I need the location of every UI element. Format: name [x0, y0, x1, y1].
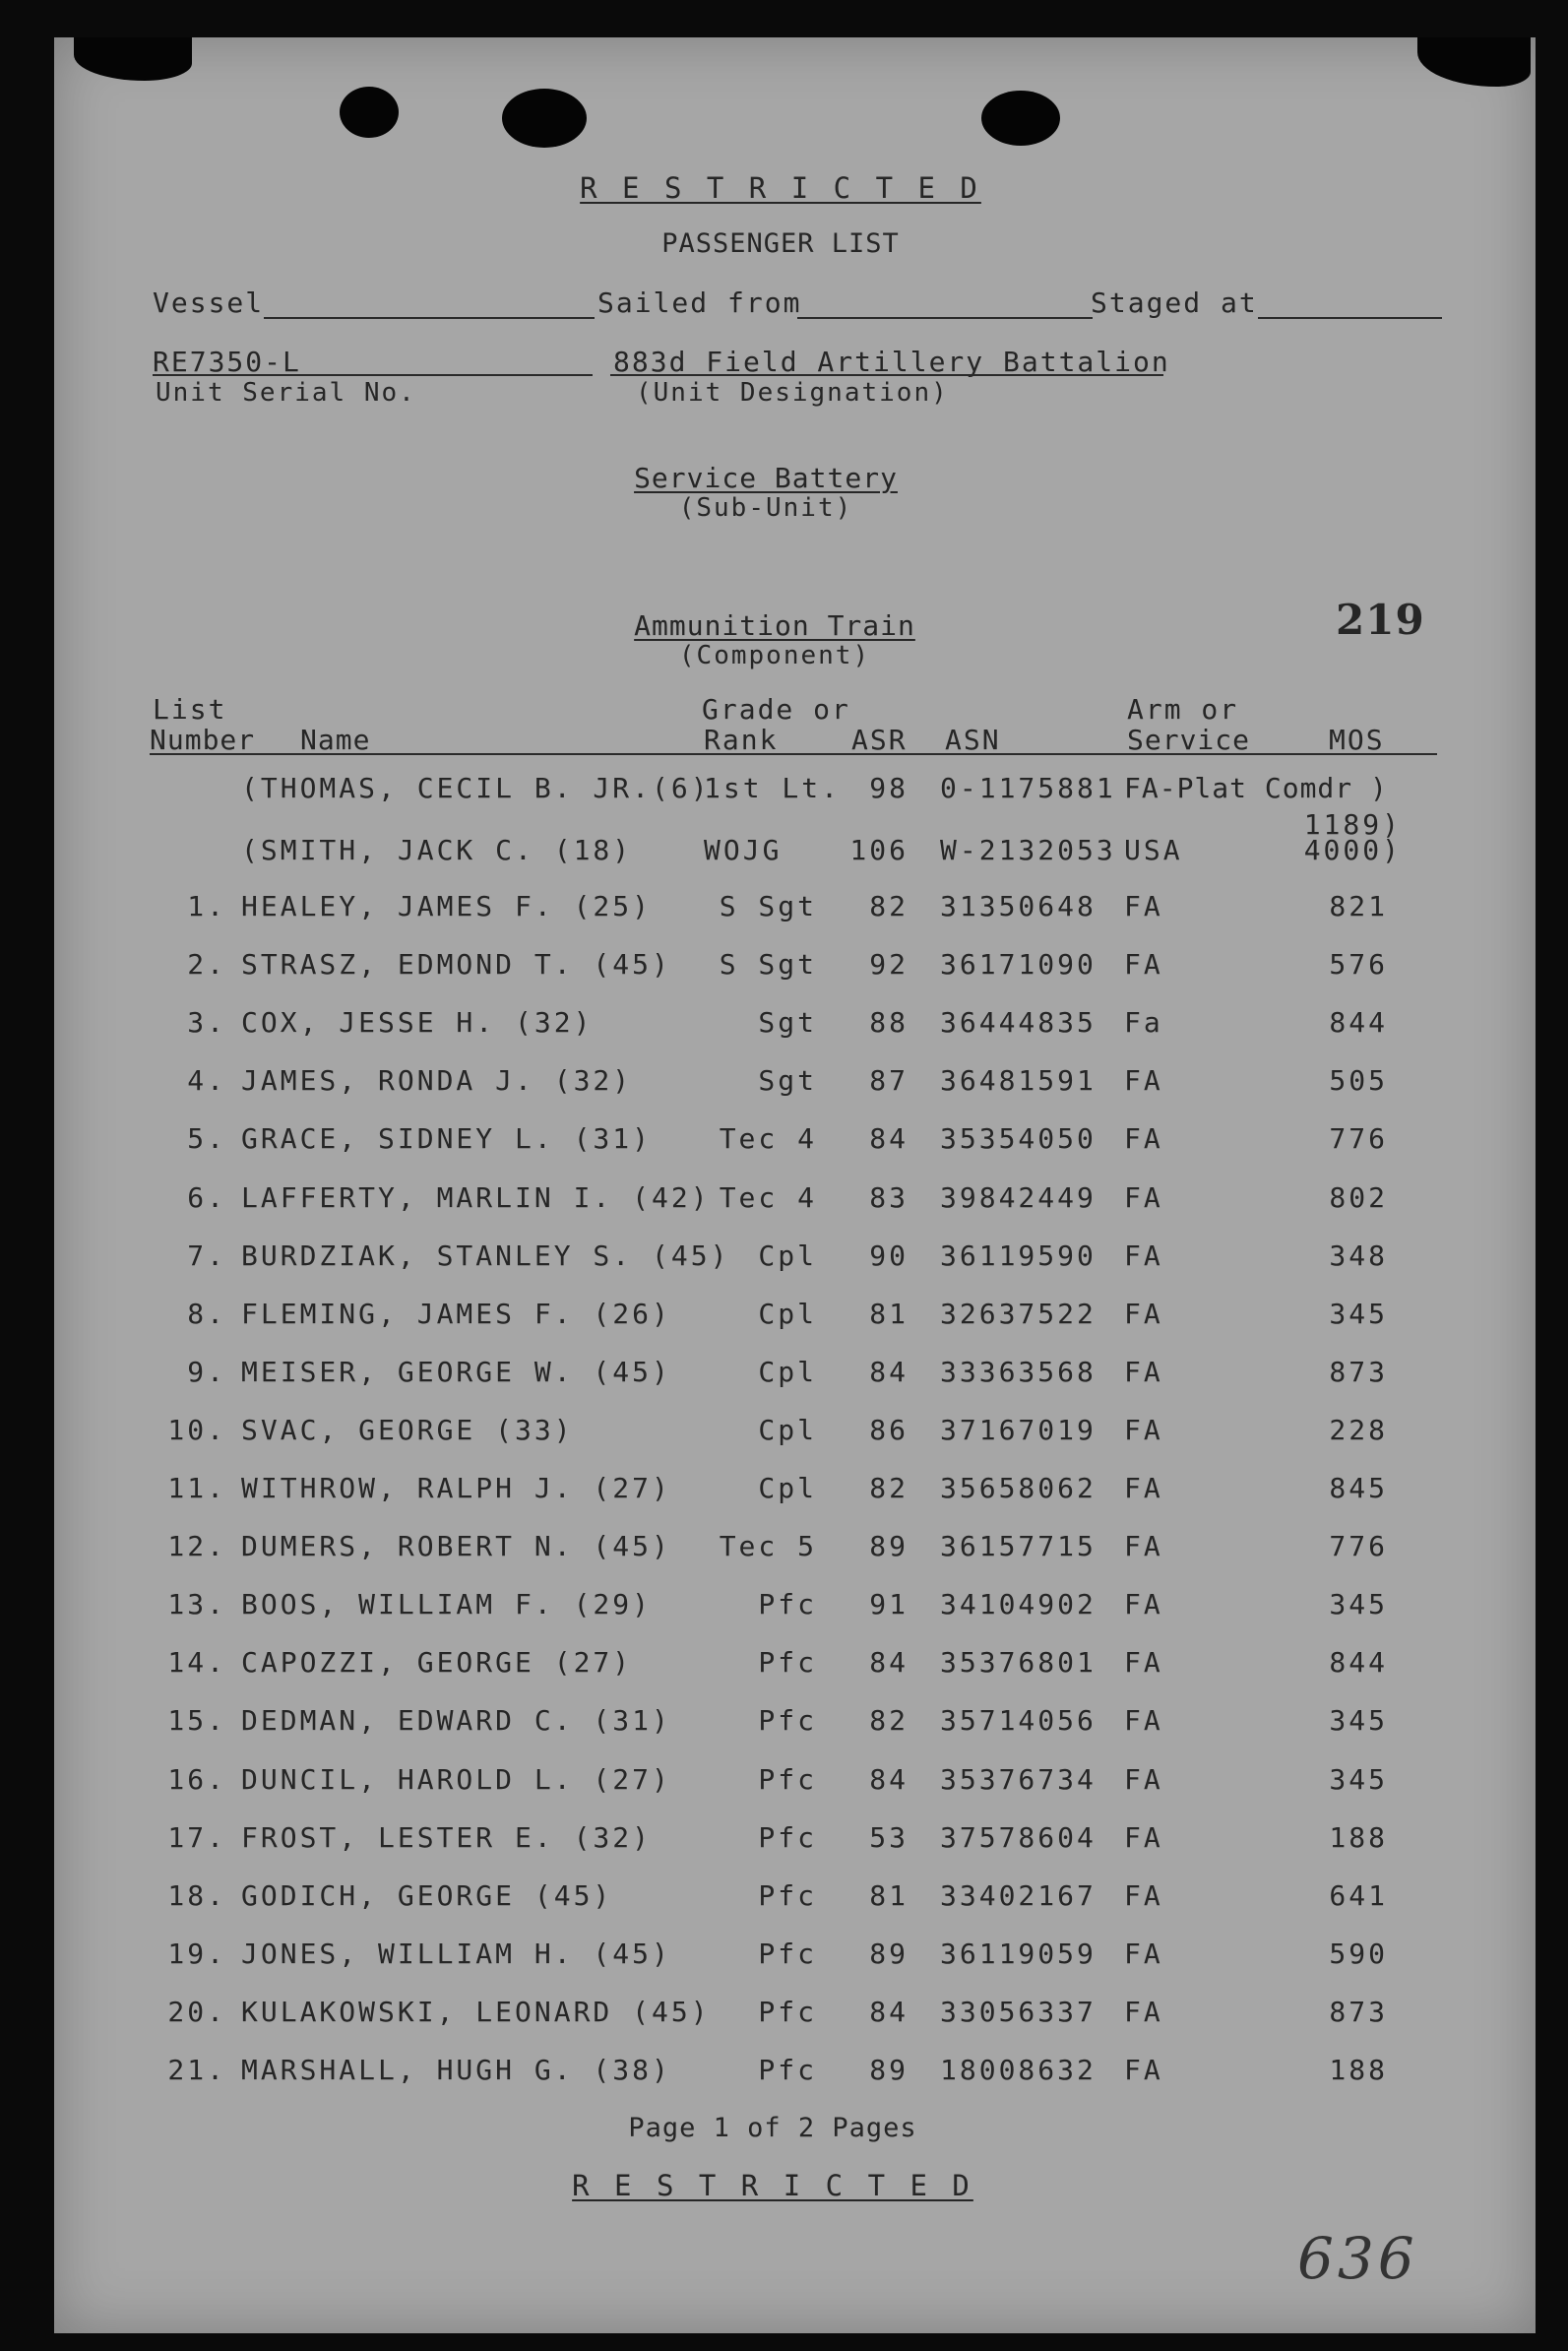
mos-code: 802: [1329, 1181, 1388, 1214]
mos-code: 821: [1329, 890, 1388, 922]
list-number: 11.: [167, 1472, 226, 1504]
arm-service: FA: [1124, 2054, 1163, 2086]
army-serial-number: 36119059: [940, 1938, 1097, 1970]
list-number: 16.: [167, 1763, 226, 1796]
army-serial-number: 33402167: [940, 1879, 1097, 1912]
mos-code: 576: [1329, 948, 1388, 981]
officer-name: (THOMAS, CECIL B. JR.(6): [241, 772, 711, 804]
grade-rank: Cpl: [758, 1414, 817, 1446]
unit-designation-line: [610, 374, 1163, 376]
mos-code: 348: [1329, 1239, 1388, 1272]
arm-service: FA: [1124, 1763, 1163, 1796]
list-number: 9.: [187, 1356, 226, 1388]
asr-score: 89: [869, 1530, 909, 1562]
asr-score: 82: [869, 890, 909, 922]
arm-service: FA: [1124, 1938, 1163, 1970]
table-row: [0, 1997, 1568, 2032]
mos-code: 873: [1329, 1996, 1388, 2028]
asr-score: 92: [869, 948, 909, 981]
passenger-name: WITHROW, RALPH J. (27): [241, 1472, 671, 1504]
vessel-label: Vessel: [153, 286, 265, 319]
army-serial-number: 35376801: [940, 1646, 1097, 1679]
army-serial-number: 34104902: [940, 1588, 1097, 1620]
asr-score: 84: [869, 1356, 909, 1388]
table-row: [0, 1880, 1568, 1916]
passenger-name: COX, JESSE H. (32): [241, 1006, 594, 1039]
arm-service: FA: [1124, 1879, 1163, 1912]
mos-code: 844: [1329, 1646, 1388, 1679]
mos-code: 505: [1329, 1064, 1388, 1097]
mos-code: 188: [1329, 2054, 1388, 2086]
mos-code: 590: [1329, 1938, 1388, 1970]
asr-score: 84: [869, 1122, 909, 1155]
grade-rank: Pfc: [758, 1763, 817, 1796]
officer-name: (SMITH, JACK C. (18): [241, 834, 633, 866]
mos-code: 345: [1329, 1704, 1388, 1737]
sailed-from-line: [797, 317, 1093, 319]
mos-code: 873: [1329, 1356, 1388, 1388]
arm-service: FA: [1124, 1996, 1163, 2028]
grade-rank: Pfc: [758, 1704, 817, 1737]
unit-serial-value: RE7350-L: [153, 346, 301, 378]
arm-service: FA: [1124, 1821, 1163, 1854]
col-grade-line1: Grade or: [702, 693, 850, 726]
list-number: 8.: [187, 1298, 226, 1330]
arm-service: FA: [1124, 1704, 1163, 1737]
grade-rank: Pfc: [758, 1821, 817, 1854]
grade-rank: Cpl: [758, 1356, 817, 1388]
passenger-name: STRASZ, EDMOND T. (45): [241, 948, 671, 981]
officer-arm: USA: [1124, 834, 1183, 866]
passenger-name: JAMES, RONDA J. (32): [241, 1064, 633, 1097]
officer-asr: 106: [849, 834, 909, 866]
asr-score: 84: [869, 1646, 909, 1679]
list-number: 19.: [167, 1938, 226, 1970]
asr-score: 53: [869, 1821, 909, 1854]
grade-rank: S Sgt: [719, 948, 817, 981]
grade-rank: Tec 5: [719, 1530, 817, 1562]
col-name: Name: [300, 724, 371, 756]
asr-score: 84: [869, 1763, 909, 1796]
asr-score: 82: [869, 1704, 909, 1737]
list-number: 21.: [167, 2054, 226, 2086]
col-list-line2: Number: [150, 724, 256, 756]
col-list-line1: List: [153, 693, 227, 726]
staged-at-label: Staged at: [1091, 286, 1258, 319]
mos-code: 844: [1329, 1006, 1388, 1039]
army-serial-number: 36444835: [940, 1006, 1097, 1039]
unit-designation-value: 883d Field Artillery Battalion: [613, 346, 1170, 378]
table-row: [0, 1007, 1568, 1043]
list-number: 12.: [167, 1530, 226, 1562]
list-number: 6.: [187, 1181, 226, 1214]
passenger-name: GODICH, GEORGE (45): [241, 1879, 613, 1912]
arm-service: FA: [1124, 1414, 1163, 1446]
officer-asn: 0-1175881: [940, 772, 1116, 804]
list-number: 20.: [167, 1996, 226, 2028]
restricted-header: R E S T R I C T E D: [580, 171, 981, 205]
list-number: 7.: [187, 1239, 226, 1272]
table-row: [0, 1764, 1568, 1800]
sub-unit-value: Service Battery: [634, 462, 898, 494]
restricted-footer: R E S T R I C T E D: [572, 2169, 973, 2202]
grade-rank: Pfc: [758, 1646, 817, 1679]
officer-asr: 98: [869, 772, 909, 804]
grade-rank: Tec 4: [719, 1122, 817, 1155]
table-row: [0, 1415, 1568, 1450]
staged-at-line: [1258, 317, 1442, 319]
list-number: 3.: [187, 1006, 226, 1039]
passenger-name: BOOS, WILLIAM F. (29): [241, 1588, 653, 1620]
list-number: 5.: [187, 1122, 226, 1155]
table-row: [0, 1647, 1568, 1683]
mos-code: 345: [1329, 1298, 1388, 1330]
army-serial-number: 36119590: [940, 1239, 1097, 1272]
army-serial-number: 39842449: [940, 1181, 1097, 1214]
passenger-name: BURDZIAK, STANLEY S. (45): [241, 1239, 730, 1272]
grade-rank: Sgt: [758, 1006, 817, 1039]
mos-code: 345: [1329, 1588, 1388, 1620]
punch-hole-middle: [502, 89, 587, 148]
asr-score: 81: [869, 1298, 909, 1330]
army-serial-number: 31350648: [940, 890, 1097, 922]
table-row: [0, 1705, 1568, 1741]
grade-rank: Pfc: [758, 1879, 817, 1912]
mos-code: 845: [1329, 1472, 1388, 1504]
table-row: [0, 949, 1568, 985]
officer-asn: W-2132053: [940, 834, 1116, 866]
army-serial-number: 35714056: [940, 1704, 1097, 1737]
grade-rank: Tec 4: [719, 1181, 817, 1214]
list-number: 15.: [167, 1704, 226, 1737]
passenger-name: HEALEY, JAMES F. (25): [241, 890, 653, 922]
list-number: 4.: [187, 1064, 226, 1097]
table-row: [0, 1357, 1568, 1392]
asr-score: 89: [869, 2054, 909, 2086]
passenger-name: GRACE, SIDNEY L. (31): [241, 1122, 653, 1155]
army-serial-number: 37167019: [940, 1414, 1097, 1446]
page-stamp-number: 219: [1336, 596, 1425, 644]
vessel-line: [264, 317, 595, 319]
unit-serial-label: Unit Serial No.: [156, 378, 416, 408]
arm-service: FA: [1124, 890, 1163, 922]
table-row: [0, 1299, 1568, 1334]
army-serial-number: 33056337: [940, 1996, 1097, 2028]
grade-rank: Pfc: [758, 2054, 817, 2086]
grade-rank: Cpl: [758, 1239, 817, 1272]
list-number: 14.: [167, 1646, 226, 1679]
arm-service: FA: [1124, 1181, 1163, 1214]
asr-score: 82: [869, 1472, 909, 1504]
passenger-name: FROST, LESTER E. (32): [241, 1821, 653, 1854]
army-serial-number: 32637522: [940, 1298, 1097, 1330]
army-serial-number: 36157715: [940, 1530, 1097, 1562]
arm-service: FA: [1124, 1064, 1163, 1097]
asr-score: 87: [869, 1064, 909, 1097]
table-row: [0, 1240, 1568, 1276]
asr-score: 83: [869, 1181, 909, 1214]
table-row: [0, 1822, 1568, 1858]
mos-code: 641: [1329, 1879, 1388, 1912]
passenger-name: DUMERS, ROBERT N. (45): [241, 1530, 671, 1562]
grade-rank: Pfc: [758, 1996, 817, 2028]
grade-rank: S Sgt: [719, 890, 817, 922]
sub-unit-label: (Sub-Unit): [678, 493, 853, 523]
table-row: [0, 1123, 1568, 1159]
passenger-name: DEDMAN, EDWARD C. (31): [241, 1704, 671, 1737]
unit-serial-line: [153, 374, 593, 376]
passenger-name: MARSHALL, HUGH G. (38): [241, 2054, 671, 2086]
table-row: [0, 1065, 1568, 1101]
passenger-name: FLEMING, JAMES F. (26): [241, 1298, 671, 1330]
mos-code: 776: [1329, 1122, 1388, 1155]
army-serial-number: 18008632: [940, 2054, 1097, 2086]
grade-rank: Pfc: [758, 1938, 817, 1970]
army-serial-number: 36171090: [940, 948, 1097, 981]
mos-code: 345: [1329, 1763, 1388, 1796]
arm-service: FA: [1124, 1356, 1163, 1388]
sailed-from-label: Sailed from: [597, 286, 802, 319]
officer-grade: WOJG: [704, 834, 783, 866]
table-row: [0, 1473, 1568, 1508]
col-asr: ASR: [851, 724, 908, 756]
column-header-rule: [150, 753, 1437, 755]
list-number: 17.: [167, 1821, 226, 1854]
col-mos: MOS: [1329, 724, 1385, 756]
mos-code: 188: [1329, 1821, 1388, 1854]
table-row: [0, 1531, 1568, 1566]
asr-score: 90: [869, 1239, 909, 1272]
arm-service: FA: [1124, 1588, 1163, 1620]
table-row: [0, 2055, 1568, 2090]
officer-arm: FA-Plat Comdr ): [1124, 772, 1388, 804]
component-value: Ammunition Train: [634, 609, 915, 642]
officer-grade: 1st Lt.: [704, 772, 842, 804]
officer-mos: 1189): [1303, 808, 1402, 841]
arm-service: FA: [1124, 1122, 1163, 1155]
army-serial-number: 35354050: [940, 1122, 1097, 1155]
passenger-list-title: PASSENGER LIST: [661, 228, 900, 259]
page-indicator: Page 1 of 2 Pages: [628, 2113, 917, 2143]
table-row: [0, 1589, 1568, 1624]
unit-designation-label: (Unit Designation): [636, 378, 949, 408]
passenger-name: SVAC, GEORGE (33): [241, 1414, 574, 1446]
asr-score: 86: [869, 1414, 909, 1446]
table-row: [0, 891, 1568, 926]
col-arm-line1: Arm or: [1127, 693, 1239, 726]
officer-row: [0, 773, 1568, 808]
passenger-name: DUNCIL, HAROLD L. (27): [241, 1763, 671, 1796]
grade-rank: Cpl: [758, 1298, 817, 1330]
asr-score: 91: [869, 1588, 909, 1620]
arm-service: FA: [1124, 1646, 1163, 1679]
component-label: (Component): [678, 641, 871, 670]
mos-code: 776: [1329, 1530, 1388, 1562]
passenger-name: CAPOZZI, GEORGE (27): [241, 1646, 633, 1679]
passenger-name: LAFFERTY, MARLIN I. (42): [241, 1181, 711, 1214]
mos-code: 228: [1329, 1414, 1388, 1446]
table-row: [0, 1182, 1568, 1218]
arm-service: FA: [1124, 1472, 1163, 1504]
col-grade-line2: Rank: [704, 724, 779, 756]
passenger-name: KULAKOWSKI, LEONARD (45): [241, 1996, 711, 2028]
arm-service: FA: [1124, 948, 1163, 981]
passenger-name: MEISER, GEORGE W. (45): [241, 1356, 671, 1388]
list-number: 13.: [167, 1588, 226, 1620]
list-number: 18.: [167, 1879, 226, 1912]
arm-service: FA: [1124, 1239, 1163, 1272]
arm-service: FA: [1124, 1298, 1163, 1330]
asr-score: 89: [869, 1938, 909, 1970]
list-number: 2.: [187, 948, 226, 981]
asr-score: 88: [869, 1006, 909, 1039]
col-arm-line2: Service: [1127, 724, 1251, 756]
col-asn: ASN: [945, 724, 1001, 756]
army-serial-number: 35376734: [940, 1763, 1097, 1796]
table-row: [0, 1938, 1568, 1974]
list-number: 1.: [187, 890, 226, 922]
grade-rank: Sgt: [758, 1064, 817, 1097]
army-serial-number: 37578604: [940, 1821, 1097, 1854]
punch-hole-right: [981, 91, 1060, 146]
officer-row: [0, 835, 1568, 870]
grade-rank: Pfc: [758, 1588, 817, 1620]
army-serial-number: 35658062: [940, 1472, 1097, 1504]
handwritten-number: 636: [1297, 2225, 1418, 2292]
punch-hole-left: [340, 87, 399, 138]
army-serial-number: 33363568: [940, 1356, 1097, 1388]
army-serial-number: 36481591: [940, 1064, 1097, 1097]
arm-service: FA: [1124, 1530, 1163, 1562]
officer-mos: 4000): [1303, 834, 1402, 866]
passenger-name: JONES, WILLIAM H. (45): [241, 1938, 671, 1970]
asr-score: 81: [869, 1879, 909, 1912]
asr-score: 84: [869, 1996, 909, 2028]
arm-service: Fa: [1124, 1006, 1163, 1039]
grade-rank: Cpl: [758, 1472, 817, 1504]
list-number: 10.: [167, 1414, 226, 1446]
